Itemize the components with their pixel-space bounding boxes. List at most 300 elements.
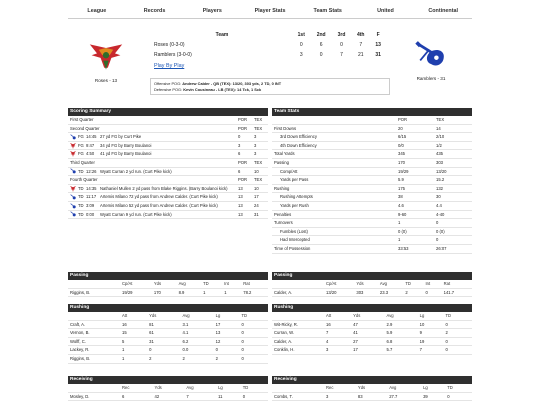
- score-por: 0: [236, 133, 252, 142]
- rushing-col: Att: [120, 312, 147, 320]
- player-stat: 11: [216, 392, 241, 401]
- receiving-header-blank: [68, 384, 120, 392]
- scoring-table: [68, 116, 268, 219]
- passing-col: Cp/At: [120, 280, 152, 288]
- scoring-play: [68, 133, 236, 142]
- rushing-header: [68, 312, 268, 320]
- team-stats-header: [272, 116, 472, 124]
- stat-label: Penalties: [272, 210, 396, 219]
- receiving-header-blank: [272, 384, 324, 392]
- rushing-col: Avg: [385, 312, 418, 320]
- player-name[interactable]: Craft, A.: [68, 320, 120, 329]
- scoring-play-row: [68, 141, 268, 150]
- stat-por: 5.9: [396, 176, 434, 185]
- passing-player-row: [272, 288, 472, 297]
- rushing-home-table: [68, 312, 268, 364]
- player-stat: 39: [421, 392, 445, 401]
- stat-por: 175: [396, 184, 434, 193]
- play-description: Wyatt Curran 9 yd run. (Curt Pike kick): [100, 211, 172, 217]
- scoring-play-line: [70, 202, 234, 210]
- play-type: FG: [78, 134, 84, 140]
- score-por: 13: [236, 210, 252, 219]
- player-stat: 1: [120, 346, 147, 355]
- receiving-player-row: [272, 392, 472, 401]
- stat-por: 19/29: [396, 167, 434, 176]
- player-stat: 27: [351, 337, 384, 346]
- rose-phoenix-logo[interactable]: [88, 42, 124, 72]
- stat-tex: 435: [434, 150, 472, 159]
- passing-col: TD: [201, 280, 222, 288]
- rushing-col: TD: [239, 312, 268, 320]
- stat-tex: 30: [434, 193, 472, 202]
- passing-col: TD: [403, 280, 423, 288]
- scoring-summary-title: Scoring Summary: [68, 108, 268, 116]
- rushing-away-table: [272, 312, 472, 355]
- player-name[interactable]: Conklin, H.: [272, 346, 324, 355]
- team-stat-row: [272, 141, 472, 150]
- rushing-player-row: [68, 320, 268, 329]
- player-stat: 78.2: [241, 288, 268, 297]
- team-stat-row: [272, 210, 472, 219]
- player-name[interactable]: Mosley, D.: [68, 392, 120, 401]
- player-stat: 170: [152, 288, 177, 297]
- play-time: 14:35: [86, 185, 97, 191]
- linescore-q2: 6: [319, 42, 323, 48]
- offensive-pog-value: Andrew Calder - QB (TEX): 13/20, 303 yds, 2 TD, 0 INT: [182, 81, 282, 86]
- player-stat: 47: [351, 320, 384, 329]
- player-name[interactable]: Calder, A.: [272, 288, 324, 297]
- stat-tex: 303: [434, 158, 472, 167]
- rushing-col: Att: [324, 312, 351, 320]
- stat-label: Total Yards: [272, 150, 396, 159]
- scoring-play-row: [68, 167, 268, 176]
- player-name[interactable]: Curran, W.: [272, 329, 324, 338]
- passing-col: Cp/At: [324, 280, 354, 288]
- player-name[interactable]: Wolff, C.: [68, 337, 120, 346]
- receiving-col: Yds: [356, 384, 387, 392]
- stat-label: Had Intercepted: [272, 236, 396, 245]
- player-stat: 83: [356, 392, 387, 401]
- linescore-header-q4: 4th: [356, 32, 365, 38]
- rushing-header-blank: [272, 312, 324, 320]
- stat-por: 170: [396, 158, 434, 167]
- scoring-play-line: [70, 168, 234, 176]
- receiving-col: TD: [445, 384, 472, 392]
- player-stat: 17: [351, 346, 384, 355]
- receiving-away-table: [272, 384, 472, 401]
- passing-col: Rat: [442, 280, 472, 288]
- play-type: TD: [78, 168, 84, 174]
- rushing-player-row: [68, 346, 268, 355]
- score-por: 13: [236, 193, 252, 202]
- rushing-player-row: [68, 329, 268, 338]
- nav-players[interactable]: Players: [202, 8, 222, 14]
- rushing-away: [272, 304, 472, 355]
- player-stat: 5.7: [385, 346, 418, 355]
- scoring-play: [68, 167, 236, 176]
- scoring-play-row: [68, 201, 268, 210]
- rushing-col: Avg: [181, 312, 214, 320]
- nav-player-stats[interactable]: Player Stats: [254, 8, 286, 14]
- passing-header-blank: [68, 280, 120, 288]
- play-type: TD: [78, 194, 84, 200]
- player-stat: 2: [214, 354, 240, 363]
- linescore-header-q2: 2nd: [316, 32, 326, 38]
- team-stat-row: [272, 219, 472, 228]
- col-tex: TEX: [252, 158, 268, 167]
- play-time: 11:17: [86, 194, 97, 200]
- passing-home: [68, 272, 268, 297]
- player-stat: 19: [418, 337, 444, 346]
- play-time: 9:47: [86, 142, 95, 148]
- play-type: TD: [78, 211, 84, 217]
- player-stat: 10: [418, 320, 444, 329]
- team-stat-row: [272, 227, 472, 236]
- quarter-row: [68, 176, 268, 185]
- player-stat: 6: [120, 392, 153, 401]
- team-stat-row: [272, 158, 472, 167]
- scoring-play: [68, 150, 236, 159]
- player-stat: 0: [239, 329, 268, 338]
- passing-away: [272, 272, 472, 297]
- stat-por: 20: [396, 124, 434, 133]
- stat-label: Yards per Rush: [272, 201, 396, 210]
- scoring-play-line: [70, 193, 234, 201]
- rushing-col: TD: [443, 312, 472, 320]
- stat-label: Passing: [272, 158, 396, 167]
- col-por: POR: [396, 116, 434, 124]
- player-stat: 141.7: [442, 288, 472, 297]
- player-stat: 303: [354, 288, 378, 297]
- player-name[interactable]: Combs, T.: [272, 392, 324, 401]
- passing-home-title: Passing: [68, 272, 268, 280]
- receiving-col: Rec: [324, 384, 356, 392]
- stat-tex: 26:07: [434, 244, 472, 253]
- scoring-play-line: [70, 142, 234, 150]
- stat-por: 1: [396, 236, 434, 245]
- player-name[interactable]: Calder, A.: [272, 337, 324, 346]
- player-stat: 3: [324, 346, 351, 355]
- defensive-pog-value: Kevin Cousineau - LB (TEX): 14 Tck, 1 Sck: [183, 87, 262, 92]
- passing-col: Yds: [354, 280, 378, 288]
- passing-home-table: [68, 280, 268, 297]
- player-stat: 6.2: [181, 337, 214, 346]
- play-description: 41 yd FG by Barry Boulanoi: [100, 151, 152, 157]
- rushing-col: Yds: [351, 312, 384, 320]
- receiving-col: TD: [241, 384, 268, 392]
- player-name[interactable]: Lackey, R.: [68, 346, 120, 355]
- nav-league[interactable]: League: [87, 8, 107, 14]
- receiving-col: Avg: [184, 384, 216, 392]
- receiving-home-title: Receiving: [68, 376, 268, 384]
- player-stat: 5.9: [385, 329, 418, 338]
- rushing-header-blank: [68, 312, 120, 320]
- rushing-col: Yds: [147, 312, 180, 320]
- player-name[interactable]: Wit-Ricky, R.: [272, 320, 324, 329]
- player-stat: 13/20: [324, 288, 354, 297]
- nav-continental[interactable]: Continental: [428, 8, 458, 14]
- player-stat: 5: [120, 337, 147, 346]
- player-stat: 23.3: [378, 288, 403, 297]
- player-stat: 17: [214, 320, 240, 329]
- linescore-team[interactable]: Roses (0-3-0): [154, 42, 185, 48]
- play-type: FG: [78, 142, 84, 148]
- stat-label: First Downs: [272, 124, 396, 133]
- player-stat: 0: [214, 346, 240, 355]
- players-of-game-box: [150, 78, 390, 95]
- player-name[interactable]: Riggins, B.: [68, 288, 120, 297]
- team-stats-table: [272, 116, 472, 254]
- guitar-icon: [70, 194, 76, 200]
- rushing-home: [68, 304, 268, 364]
- linescore-q1: 0: [299, 42, 303, 48]
- player-stat: 2: [147, 354, 180, 363]
- player-name[interactable]: Vernon, B.: [68, 329, 120, 338]
- player-stat: 41: [351, 329, 384, 338]
- player-stat: 81: [147, 320, 180, 329]
- passing-col: Int: [222, 280, 241, 288]
- player-stat: 0: [239, 354, 268, 363]
- stat-label: Time of Possession: [272, 244, 396, 253]
- play-type: TD: [78, 185, 84, 191]
- team-stat-row: [272, 184, 472, 193]
- receiving-header: [272, 384, 472, 392]
- scoring-play-row: [68, 184, 268, 193]
- scoring-play-row: [68, 150, 268, 159]
- receiving-player-row: [68, 392, 268, 401]
- play-description: Artemis Milano 52 yd pass from Andrew Calder. (Curt Pike kick): [100, 202, 218, 208]
- stat-por: 9-60: [396, 210, 434, 219]
- receiving-col: Lg: [421, 384, 445, 392]
- stat-tex: 4.4: [434, 201, 472, 210]
- receiving-home-table: [68, 384, 268, 401]
- play-description: Nathaniel Mullen 2 yd pass from Blake Riggins. (Barry Boulanoi kick): [100, 185, 228, 191]
- linescore-row: [152, 50, 386, 60]
- player-stat: 1: [201, 288, 222, 297]
- linescore-q4: 7: [359, 42, 363, 48]
- rushing-player-row: [272, 337, 472, 346]
- play-time: 0:00: [86, 211, 95, 217]
- scoring-play: [68, 210, 236, 219]
- linescore-team[interactable]: Ramblers (3-0-0): [154, 52, 192, 58]
- stat-tex: 1/2: [434, 141, 472, 150]
- player-stat: 2: [403, 288, 423, 297]
- passing-player-row: [68, 288, 268, 297]
- rushing-player-row: [272, 346, 472, 355]
- player-stat: 0: [423, 288, 441, 297]
- scoring-play-row: [68, 193, 268, 202]
- player-stat: 12: [214, 337, 240, 346]
- passing-away-title: Passing: [272, 272, 472, 280]
- guitar-logo[interactable]: [413, 40, 449, 70]
- player-stat: 1: [222, 288, 241, 297]
- player-stat: 4.1: [181, 329, 214, 338]
- scoring-play-line: [70, 150, 234, 158]
- player-stat: 7: [184, 392, 216, 401]
- guitar-icon: [70, 203, 76, 209]
- rushing-col: Lg: [214, 312, 240, 320]
- col-tex: TEX: [252, 116, 268, 124]
- defensive-pog: [154, 87, 386, 93]
- player-stat: 0: [445, 392, 472, 401]
- stat-por: 0 (0): [396, 227, 434, 236]
- team-stat-row: [272, 150, 472, 159]
- linescore-final: 13: [375, 42, 381, 48]
- player-stat: 3: [324, 392, 356, 401]
- stat-label: Rushing: [272, 184, 396, 193]
- scoring-play-row: [68, 210, 268, 219]
- play-description: Artemis Milano 72 yd pass from Andrew Calder. (Curt Pike kick): [100, 194, 218, 200]
- rushing-player-row: [272, 329, 472, 338]
- quarter-label: Fourth Quarter: [68, 176, 236, 185]
- team-stats-title: Team Stats: [272, 108, 472, 116]
- team-stat-row: [272, 193, 472, 202]
- player-stat: 1: [120, 354, 147, 363]
- rushing-player-row: [68, 337, 268, 346]
- team-stat-row: [272, 236, 472, 245]
- score-tex: 3: [252, 133, 268, 142]
- play-type: TD: [78, 202, 84, 208]
- stat-tex: 4-40: [434, 210, 472, 219]
- linescore-header-final: F: [376, 32, 380, 38]
- play-time: 3:09: [86, 202, 95, 208]
- stat-tex: 13/20: [434, 167, 472, 176]
- scoring-summary: [68, 108, 268, 219]
- scoring-play: [68, 201, 236, 210]
- linescore-header-team: Team: [215, 32, 229, 38]
- score-por: 6: [236, 167, 252, 176]
- player-stat: 0: [443, 337, 472, 346]
- player-stat: 0: [239, 346, 268, 355]
- play-time: 4:50: [86, 151, 95, 157]
- team-stat-row: [272, 133, 472, 142]
- player-stat: 7: [418, 346, 444, 355]
- player-stat: 27.7: [387, 392, 421, 401]
- page: [68, 4, 472, 405]
- play-time: 14:45: [86, 134, 97, 140]
- receiving-col: Avg: [387, 384, 421, 392]
- player-stat: 19/29: [120, 288, 152, 297]
- team-stats: [272, 108, 472, 254]
- play-by-play-link[interactable]: Play By Play: [154, 63, 185, 69]
- offensive-pog-label: Offensive POG:: [154, 81, 182, 86]
- player-stat: 0: [239, 320, 268, 329]
- stat-por: 1: [396, 219, 434, 228]
- team-stat-row: [272, 244, 472, 253]
- quarter-label: Second Quarter: [68, 124, 236, 133]
- scoring-play: [68, 193, 236, 202]
- player-stat: 0: [239, 337, 268, 346]
- linescore-header-q1: 1st: [297, 32, 305, 38]
- quarter-row: [68, 116, 268, 124]
- away-team-caption: Ramblers - 31: [416, 76, 446, 81]
- stat-por: 0/0: [396, 141, 434, 150]
- passing-away-table: [272, 280, 472, 297]
- col-por: POR: [236, 176, 252, 185]
- quarter-row: [68, 158, 268, 167]
- receiving-header: [68, 384, 268, 392]
- play-time: 12:26: [86, 168, 97, 174]
- quarter-label: Third Quarter: [68, 158, 236, 167]
- passing-col: Int: [423, 280, 441, 288]
- linescore-table: [152, 30, 386, 60]
- rushing-player-row: [68, 354, 268, 363]
- score-tex: 24: [252, 201, 268, 210]
- player-stat: 0: [147, 346, 180, 355]
- player-stat: 0: [443, 346, 472, 355]
- stat-tex: 15.2: [434, 176, 472, 185]
- stat-label: Turnovers: [272, 219, 396, 228]
- nav-united[interactable]: United: [377, 8, 394, 14]
- rose-phoenix-icon: [70, 143, 76, 149]
- score-tex: 3: [252, 141, 268, 150]
- player-stat: 61: [147, 329, 180, 338]
- player-stat: 0: [241, 392, 268, 401]
- linescore-q2: 0: [319, 52, 323, 58]
- guitar-icon: [70, 211, 76, 217]
- score-por: 13: [236, 201, 252, 210]
- rushing-home-title: Rushing: [68, 304, 268, 312]
- passing-header: [68, 280, 268, 288]
- stat-tex: 2/10: [434, 133, 472, 142]
- stat-label: Yards per Pass: [272, 176, 396, 185]
- linescore-final: 31: [375, 52, 381, 58]
- player-stat: 16: [324, 320, 351, 329]
- stat-label: 3rd Down Efficiency: [272, 133, 396, 142]
- rose-phoenix-icon: [70, 151, 76, 157]
- scoring-play-line: [70, 211, 234, 219]
- play-description: Wyatt Curran 2 yd run. (Curt Pike kick): [100, 168, 172, 174]
- passing-header: [272, 280, 472, 288]
- col-tex: TEX: [252, 176, 268, 185]
- stat-label: Fumbles (Lost): [272, 227, 396, 236]
- passing-col: Avg: [177, 280, 202, 288]
- stat-por: 345: [396, 150, 434, 159]
- guitar-icon: [70, 168, 76, 174]
- player-stat: 4: [324, 337, 351, 346]
- linescore-q4: 21: [357, 52, 364, 58]
- scoring-play-row: [68, 133, 268, 142]
- player-stat: 2: [443, 329, 472, 338]
- col-por: POR: [236, 158, 252, 167]
- player-stat: 9: [418, 329, 444, 338]
- passing-col: Avg: [378, 280, 403, 288]
- stat-tex: 0: [434, 236, 472, 245]
- stat-por: 4.6: [396, 201, 434, 210]
- receiving-col: Rec: [120, 384, 153, 392]
- receiving-away: [272, 376, 472, 401]
- linescore-row: [152, 40, 386, 50]
- player-name[interactable]: Riggins, B.: [68, 354, 120, 363]
- score-tex: 3: [252, 150, 268, 159]
- player-stat: 31: [147, 337, 180, 346]
- col-tex: TEX: [434, 116, 472, 124]
- guitar-icon: [70, 134, 76, 140]
- stat-por: 33:53: [396, 244, 434, 253]
- player-stat: 2.9: [385, 320, 418, 329]
- linescore-q3: 7: [340, 52, 343, 58]
- home-team-caption: Roses - 13: [94, 78, 118, 83]
- stat-label: Rushing Attempts: [272, 193, 396, 202]
- team-stats-header-blank: [272, 116, 396, 124]
- passing-col: Yds: [152, 280, 177, 288]
- nav-records[interactable]: Records: [143, 8, 166, 14]
- nav-team-stats[interactable]: Team Stats: [313, 8, 342, 14]
- linescore-q1: 3: [299, 52, 303, 58]
- quarter-row: [68, 124, 268, 133]
- player-stat: 0.0: [181, 346, 214, 355]
- scoring-play-line: [70, 185, 234, 193]
